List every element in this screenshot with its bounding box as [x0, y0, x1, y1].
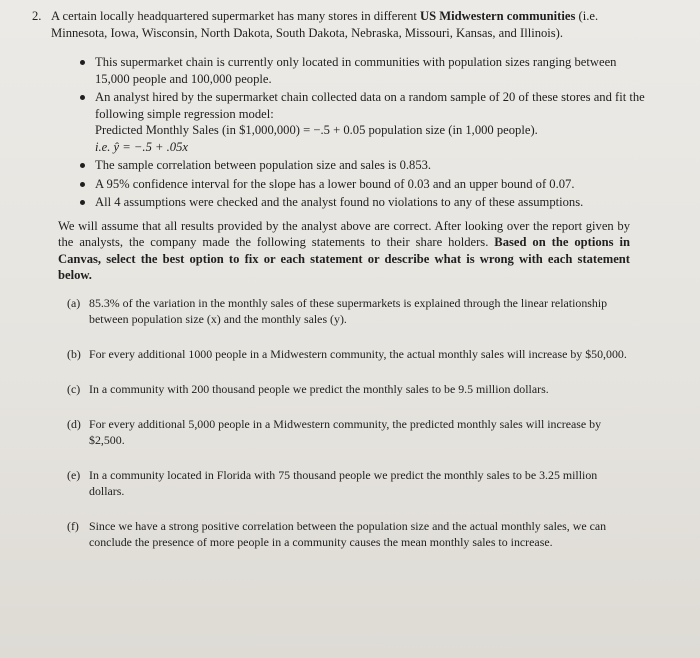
bullet-text: An analyst hired by the supermarket chain collected data on a random sample of 20 of these stores and fit the following simple regression model: [95, 90, 645, 121]
question-lead-bold: US Midwestern communities [420, 9, 576, 23]
model-equation-symbolic: i.e. ŷ = −.5 + .05x [95, 139, 188, 154]
part-b [67, 346, 634, 362]
instructions-paragraph [58, 218, 630, 284]
part-e [67, 467, 634, 499]
part-text: For every additional 1000 people in a Midwestern community, the actual monthly sales will increase by $50,000. [89, 346, 627, 361]
statement-parts [67, 295, 634, 550]
part-label: (e) [67, 467, 81, 482]
part-c [67, 381, 634, 397]
model-equation-words: Predicted Monthly Sales (in $1,000,000) = −.5 + 0.05 population size (in 1,000 people). [95, 123, 538, 137]
part-text: In a community located in Florida with 75 thousand people we predict the monthly sales to be 3.25 million dollars. [89, 467, 598, 498]
bullet-item-4 [82, 176, 646, 193]
part-text: For every additional 5,000 people in a Midwestern community, the predicted monthly sales will increase by $2,500. [89, 416, 602, 447]
part-text: In a community with 200 thousand people we predict the monthly sales to be 9.5 million dollars. [89, 381, 549, 396]
question-header [32, 8, 678, 41]
part-label: (d) [67, 416, 81, 431]
instructions-plain: We will assume that all results provided by the analyst above are correct. After looking over the report given by the analysts, the company made the following statements to their share holders. [58, 218, 630, 249]
question-statement [51, 8, 678, 41]
part-f [67, 518, 634, 550]
part-label: (f) [67, 518, 79, 533]
part-a [67, 295, 634, 327]
part-label: (b) [67, 346, 81, 361]
bullet-text: All 4 assumptions were checked and the analyst found no violations to any of these assumptions. [95, 195, 584, 209]
facts-list [32, 54, 678, 211]
part-text: Since we have a strong positive correlation between the population size and the actual monthly sales, we can conclude the presence of more people in a community causes the mean monthly sales to increase. [89, 518, 607, 549]
part-d [67, 416, 634, 448]
part-label: (c) [67, 381, 81, 396]
bullet-item-5 [82, 194, 646, 211]
question-lead-rest: (i.e. Minnesota, Iowa, Wisconsin, North Dakota, South Dakota, Nebraska, Missouri, Kansas, and Illinois). [51, 9, 599, 40]
bullet-item-3 [82, 157, 646, 174]
part-text: 85.3% of the variation in the monthly sales of these supermarkets is explained through the linear relationship between population size (x) and the monthly sales (y). [89, 295, 608, 326]
bullet-item-1 [82, 54, 646, 87]
question-number: 2. [32, 9, 42, 23]
bullet-item-2 [82, 89, 646, 155]
part-label: (a) [67, 295, 81, 310]
instructions-bold: Based on the options in Canvas, select the best option to fix or each statement or describe what is wrong with each statement below. [58, 235, 630, 282]
bullet-text: The sample correlation between population size and sales is 0.853. [95, 158, 432, 172]
bullet-text: A 95% confidence interval for the slope has a lower bound of 0.03 and an upper bound of 0.07. [95, 176, 575, 191]
question-lead: A certain locally headquartered supermarket has many stores in different [51, 9, 421, 23]
bullet-text: This supermarket chain is currently only located in communities with population sizes ranging between 15,000 people and 100,000 people. [95, 55, 617, 86]
